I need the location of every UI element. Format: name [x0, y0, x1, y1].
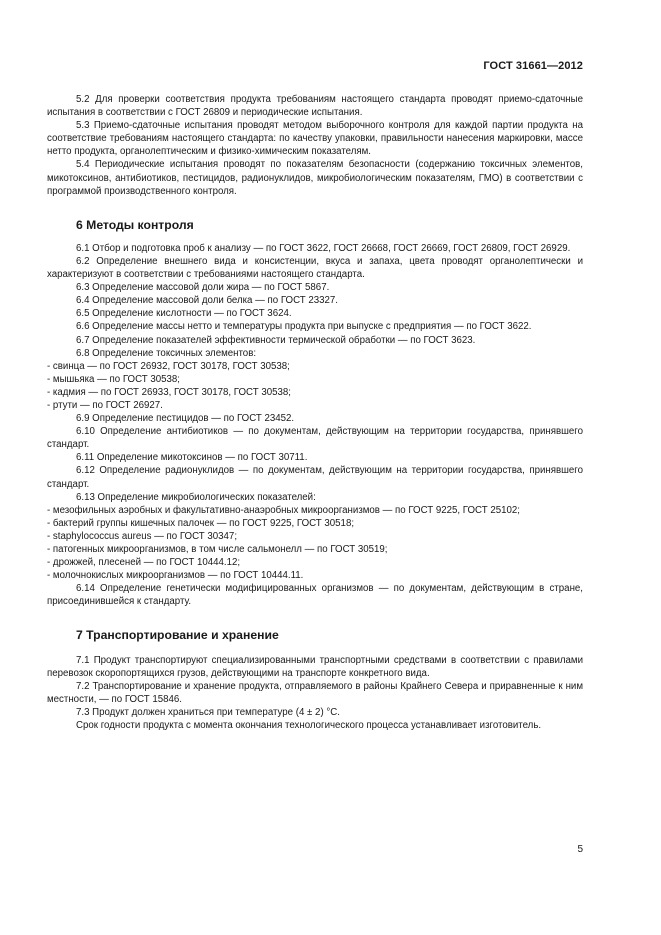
paragraph-7-3: 7.3 Продукт должен храниться при температуре (4 ± 2) °С.	[76, 706, 340, 718]
document-designation: ГОСТ 31661—2012	[483, 60, 583, 72]
list-item-yeast-mold: - дрожжей, плесеней — по ГОСТ 10444.12;	[47, 557, 241, 569]
section-6-heading: 6 Методы контроля	[76, 217, 194, 232]
paragraph-6-6: 6.6 Определение массы нетто и температуры продукта при выпуске с предприятия — по ГОСТ 3622.	[76, 321, 532, 333]
paragraph-shelf-life: Срок годности продукта с момента окончания технологического процесса устанавливает изготовитель.	[76, 720, 542, 732]
list-item-arsenic: - мышьяка — по ГОСТ 30538;	[47, 373, 180, 385]
paragraph-6-7: 6.7 Определение показателей эффективности термической обработки — по ГОСТ 3623.	[76, 334, 476, 346]
list-item-lactic: - молочнокислых микроорганизмов — по ГОСТ 10444.11.	[47, 570, 304, 582]
paragraph-5-2: 5.2 Для проверки соответствия продукта требованиям настоящего стандарта проводят приемо-сдаточные испытания в соответствии с ГОСТ 26809 и периодические испытания.	[47, 94, 583, 119]
paragraph-6-14: 6.14 Определение генетически модифицированных организмов — по документам, действующим в стране, присоединившейся к стандарту.	[47, 583, 583, 608]
paragraph-6-2: 6.2 Определение внешнего вида и консистенции, вкуса и запаха, цвета проводят органолептически и характеризуют в соответствии с требованиями настоящего стандарта.	[47, 255, 583, 281]
paragraph-5-4: 5.4 Периодические испытания проводят по показателям безопасности (содержанию токсичных элементов, микотоксинов, антибиотиков, пестицидов, радионуклидов, микробиологическим показателям, ГМО) в соответствии с программой производственного контроля.	[47, 159, 583, 197]
page-number: 5	[577, 844, 583, 855]
paragraph-6-1: 6.1 Отбор и подготовка проб к анализу — по ГОСТ 3622, ГОСТ 26668, ГОСТ 26669, ГОСТ 26809, ГОСТ 26929.	[76, 242, 571, 254]
paragraph-6-12: 6.12 Определение радионуклидов — по документам, действующим на территории государства, принявшего стандарт.	[47, 465, 583, 490]
page-body	[47, 93, 583, 732]
paragraph-6-11: 6.11 Определение микотоксинов — по ГОСТ 30711.	[76, 452, 308, 464]
paragraph-5-3: 5.3 Приемо-сдаточные испытания проводят методом выборочного контроля для каждой партии продукта на соответствие требованиям настоящего стандарта: по качеству упаковки, правильности нанесения маркировки, массе нетто продукта, органолептическим и физико-химическим показателям.	[47, 120, 583, 158]
paragraph-6-5: 6.5 Определение кислотности — по ГОСТ 3624.	[76, 308, 292, 320]
list-item-pathogens: - патогенных микроорганизмов, в том числе сальмонелл — по ГОСТ 30519;	[47, 544, 388, 555]
list-item-cadmium: - кадмия — по ГОСТ 26933, ГОСТ 30178, ГОСТ 30538;	[47, 386, 291, 398]
list-item-mesophilic: - мезофильных аэробных и факультативно-анаэробных микроорганизмов — по ГОСТ 9225, ГОСТ 25102;	[47, 504, 520, 516]
paragraph-7-1: 7.1 Продукт транспортируют специализированными транспортными средствами в соответствии с правилами перевозок скоропортящихся грузов, действующими на транспорте конкретного вида.	[47, 654, 583, 679]
list-item-coliforms: - бактерий группы кишечных палочек — по ГОСТ 9225, ГОСТ 30518;	[47, 517, 355, 529]
paragraph-6-9: 6.9 Определение пестицидов — по ГОСТ 23452.	[76, 413, 295, 425]
paragraph-6-4: 6.4 Определение массовой доли белка — по ГОСТ 23327.	[76, 295, 338, 307]
section-7-heading: 7 Транспортирование и хранение	[76, 628, 279, 643]
list-item-lead: - свинца — по ГОСТ 26932, ГОСТ 30178, ГОСТ 30538;	[47, 360, 290, 372]
paragraph-6-8: 6.8 Определение токсичных элементов:	[76, 347, 257, 359]
list-item-staphylococcus: - staphylococcus aureus — по ГОСТ 30347;	[47, 530, 238, 542]
paragraph-6-13: 6.13 Определение микробиологических показателей:	[76, 491, 316, 503]
paragraph-6-10: 6.10 Определение антибиотиков — по документам, действующим на территории государства, принявшего стандарт.	[47, 426, 583, 451]
paragraph-6-3: 6.3 Определение массовой доли жира — по ГОСТ 5867.	[76, 282, 330, 294]
paragraph-7-2: 7.2 Транспортирование и хранение продукта, отправляемого в районы Крайнего Севера и приравненные к ним местности, — по ГОСТ 15846.	[47, 680, 583, 705]
list-item-mercury: - ртути — по ГОСТ 26927.	[47, 399, 163, 411]
